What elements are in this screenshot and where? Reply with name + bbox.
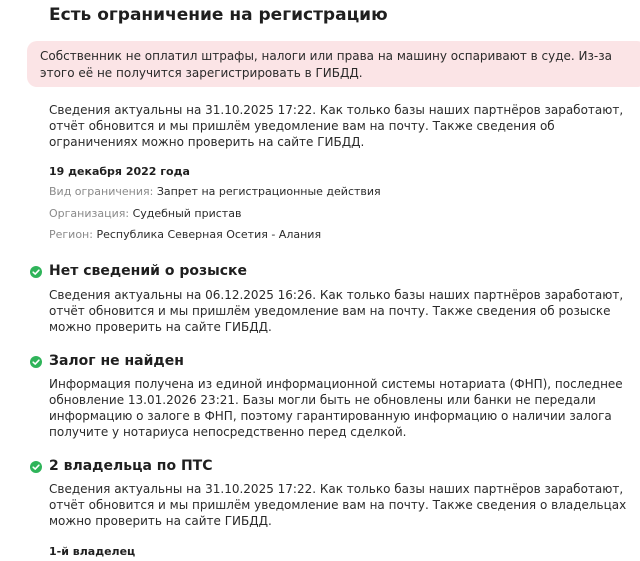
restriction-heading: Есть ограничение на регистрацию [49,5,388,25]
wanted-title: Нет сведений о розыске [49,263,248,279]
restriction-alert-text: Собственник не оплатил штрафы, налоги или права на машину оспаривают в суде. Из-за этого её не получится зарегистрировать в ГИБДД. [40,49,612,80]
restriction-region-row [49,228,321,241]
restriction-org-row [49,207,241,220]
pledge-info: Информация получена из единой информационной системы нотариата (ФНП), последнее обновление 13.01.2026 23:21. Базы могли быть не обновлены или банки не передали информацию о залоге в ФНП, поэтому гарантированную информацию о наличии залога получите у нотариуса непосредственно перед сделкой. [49,377,623,439]
restriction-org-value: Судебный пристав [132,207,242,220]
check-circle-icon [30,356,42,368]
restriction-info: Сведения актуальны на 31.10.2025 17:22. Как только базы наших партнёров заработают, отчёт обновится и мы пришлём уведомление вам на почту. Также сведения об ограничениях можно проверить на сайте ГИБДД. [49,103,624,149]
restriction-type-label: Вид ограничения: [49,185,154,198]
check-circle-icon [30,461,42,473]
wanted-info: Сведения актуальны на 06.12.2025 16:26. Как только базы наших партнёров заработают, отчёт обновится и мы пришлём уведомление вам на почту. Также сведения об розыске можно проверить на сайте ГИБДД. [49,288,624,334]
restriction-type-row [49,185,381,198]
restriction-alert [27,41,640,87]
restriction-date: 19 декабря 2022 года [49,165,190,178]
restriction-org-label: Организация: [49,207,130,220]
check-circle-icon [30,266,42,278]
pledge-title: Залог не найден [49,353,184,369]
first-owner-heading: 1-й владелец [49,545,136,558]
restriction-type-value: Запрет на регистрационные действия [156,185,381,198]
restriction-region-value: Республика Северная Осетия - Алания [96,228,322,241]
owners-info: Сведения актуальны на 31.10.2025 17:22. Как только базы наших партнёров заработают, отчёт обновится и мы пришлём уведомление вам на почту. Также сведения о владельцах можно проверить на сайте ГИБДД. [49,482,627,528]
restriction-region-label: Регион: [49,228,93,241]
owners-title: 2 владельца по ПТС [49,458,213,474]
